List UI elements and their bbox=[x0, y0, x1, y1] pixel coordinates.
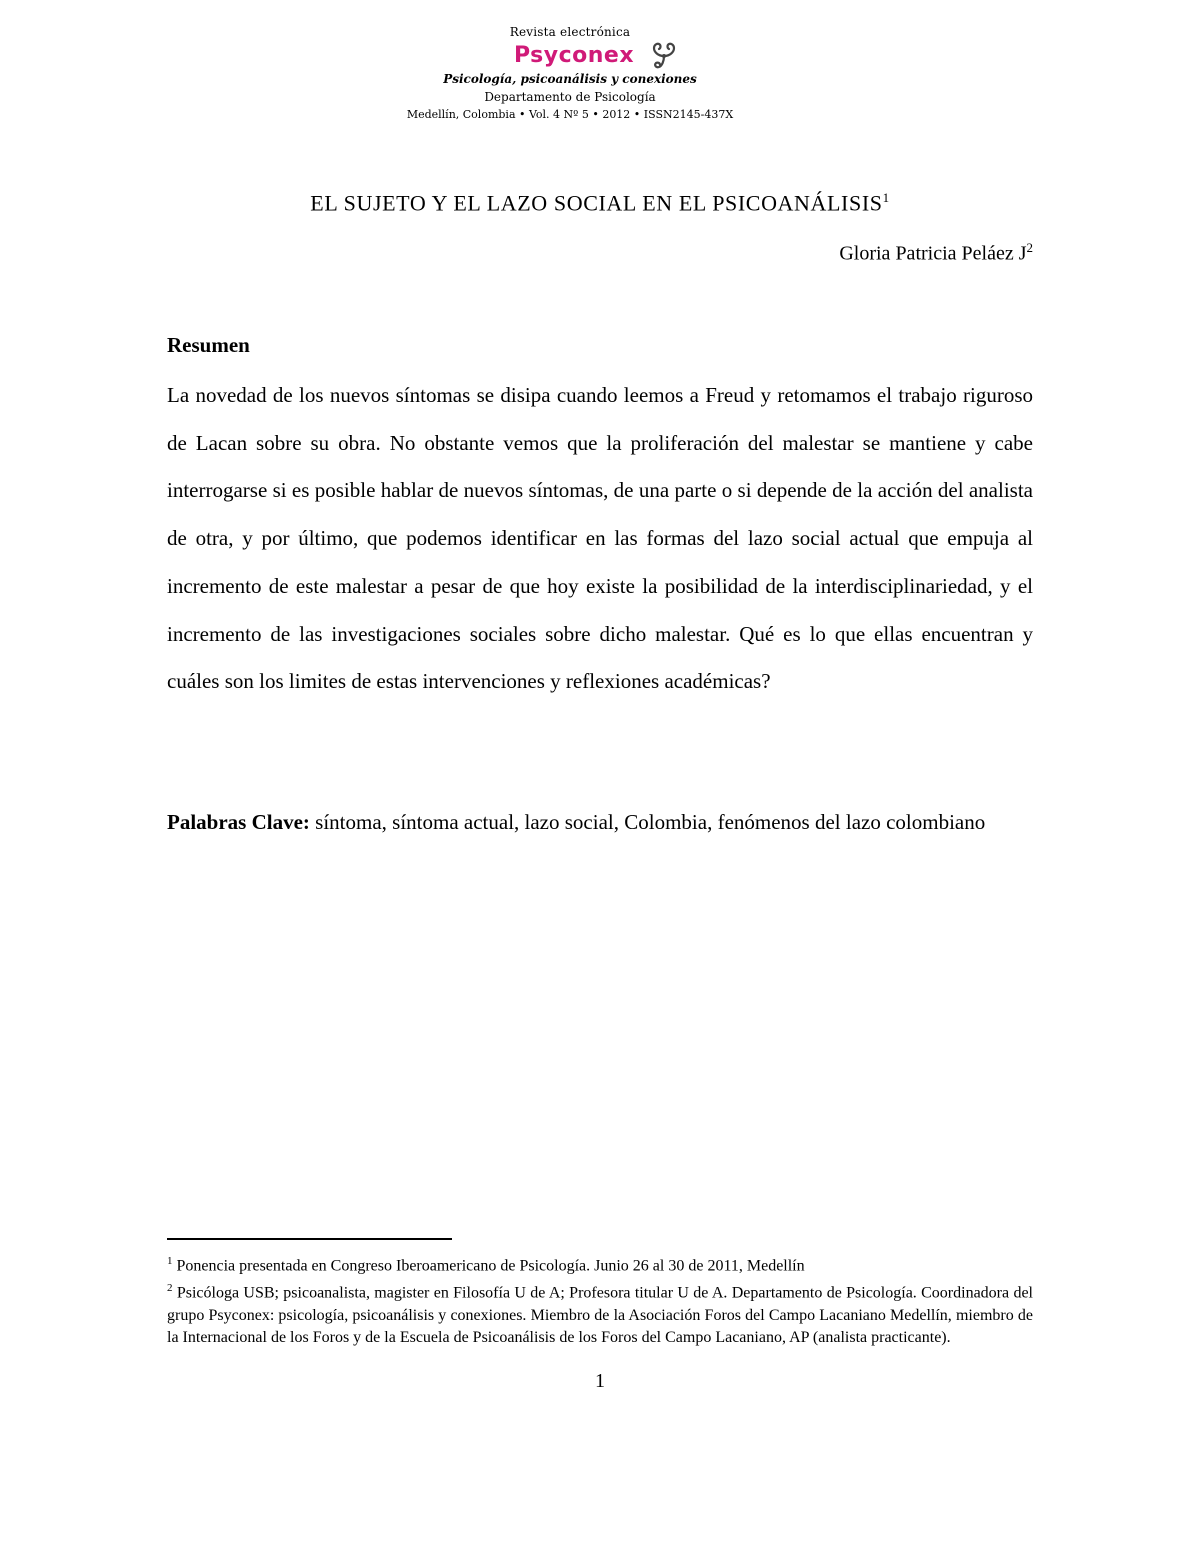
abstract-text: La novedad de los nuevos síntomas se disipa cuando leemos a Freud y retomamos el trabajo riguroso de Lacan sobre su obra. No obstante vemos que la proliferación del malestar se mantiene y cabe interrogarse si es posible hablar de nuevos síntomas, de una parte o si depende de la acción del analista de otra, y por último, que podemos identificar en las formas del lazo social actual que empuja al incremento de este malestar a pesar de que hoy existe la posibilidad de la interdisciplinariedad, y el incremento de las investigaciones sociales sobre dicho malestar. Qué es lo que ellas encuentran y cuáles son los limites de estas intervenciones y reflexiones académicas? bbox=[167, 383, 1033, 694]
article-title bbox=[167, 190, 1033, 216]
keywords bbox=[167, 799, 1033, 847]
keywords-text: síntoma, síntoma actual, lazo social, Colombia, fenómenos del lazo colombiano bbox=[315, 810, 986, 834]
abstract-heading: Resumen bbox=[167, 333, 250, 357]
journal-tagline: Psicología, psicoanálisis y conexiones bbox=[443, 72, 697, 86]
triskelion-spiral-icon bbox=[644, 41, 684, 69]
journal-header bbox=[0, 24, 1140, 124]
footnote-separator bbox=[167, 1238, 452, 1240]
footnote-mark: 1 bbox=[167, 1255, 173, 1267]
page-number: 1 bbox=[595, 1370, 605, 1392]
footnote-1 bbox=[167, 1250, 1033, 1277]
article-title-text: EL SUJETO Y EL LAZO SOCIAL EN EL PSICOANÁLISIS bbox=[310, 190, 883, 216]
author-name: Gloria Patricia Peláez J bbox=[839, 242, 1027, 265]
keywords-label: Palabras Clave: bbox=[167, 810, 310, 834]
footnotes bbox=[167, 1250, 1033, 1349]
author-footnote-mark: 2 bbox=[1026, 240, 1033, 255]
footnote-2 bbox=[167, 1277, 1033, 1348]
footnote-text: Ponencia presentada en Congreso Iberoamericano de Psicología. Junio 26 al 30 de 2011, Medellín bbox=[176, 1257, 805, 1275]
journal-brand-row bbox=[0, 40, 1140, 70]
journal-department: Departamento de Psicología bbox=[484, 90, 656, 104]
article-author bbox=[167, 240, 1033, 266]
title-footnote-mark: 1 bbox=[882, 190, 890, 205]
footnote-mark: 2 bbox=[167, 1282, 173, 1295]
journal-issue-info: Medellín, Colombia • Vol. 4 Nº 5 • 2012 • ISSN2145-437X bbox=[406, 108, 734, 121]
journal-brand: Psyconex bbox=[513, 42, 635, 68]
footnote-text: Psicóloga USB; psicoanalista, magister en Filosofía U de A; Profesora titular U de A. Departamento de Psicología. Coordinadora del grupo Psyconex: psicología, psicoanálisis y conexiones. Miembro de la Asociación Foros del Campo Lacaniano Medellín, miembro de la Internacional de los Foros y de la Escuela de Psicoanálisis de los Foros del Campo Lacaniano, AP (analista practicante). bbox=[167, 1284, 1033, 1346]
journal-subtitle: Revista electrónica bbox=[509, 25, 631, 39]
